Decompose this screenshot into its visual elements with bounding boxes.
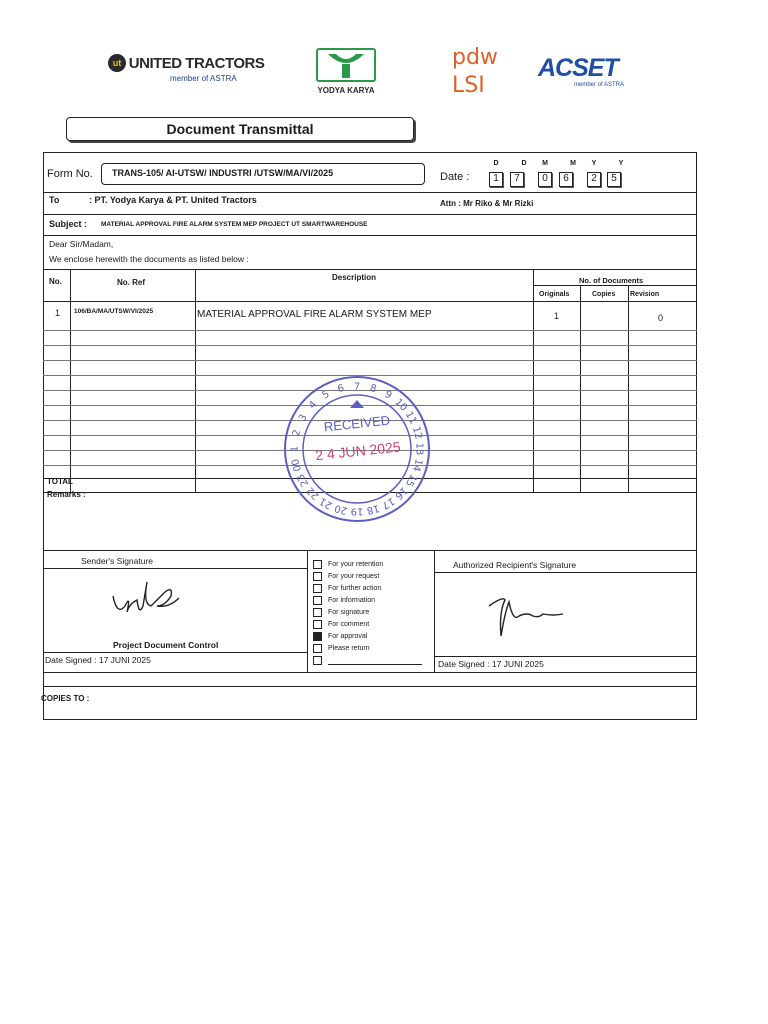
row-1-originals: 1 — [554, 311, 560, 321]
form-no-value: TRANS-105/ AI-UTSW/ INDUSTRI /UTSW/MA/VI/2025 — [101, 163, 425, 185]
checkbox-comment-label: For comment — [328, 621, 370, 628]
col-no: No. — [49, 277, 62, 286]
stamp-number: 18 — [365, 501, 381, 516]
copies-line — [43, 686, 697, 687]
checkbox-further-action[interactable] — [313, 584, 322, 593]
checkbox-retention-label: For your retention — [328, 561, 384, 568]
checkbox-signature[interactable] — [313, 608, 322, 617]
col-revision: Revision — [630, 291, 660, 298]
to-value: : PT. Yodya Karya & PT. United Tractors — [89, 195, 257, 205]
divider — [43, 235, 697, 236]
to-label: To — [49, 195, 60, 205]
sig-bottom-line — [43, 672, 697, 673]
divider — [43, 214, 697, 215]
yodya-karya-icon — [316, 48, 376, 82]
sig-head-line — [434, 572, 697, 573]
logo-bar — [0, 40, 768, 110]
sig-head-line — [43, 568, 307, 569]
checkbox-retention[interactable] — [313, 560, 322, 569]
date-label: Date : — [440, 171, 470, 183]
checkbox-other-line — [328, 664, 422, 665]
total-label: TOTAL — [47, 477, 73, 486]
row-1-no: 1 — [55, 308, 61, 318]
checkbox-information[interactable] — [313, 596, 322, 605]
ut-logo-icon: ut — [108, 54, 126, 72]
col-sep — [628, 285, 629, 493]
checkbox-approval[interactable] — [313, 632, 322, 641]
row-1-revision: 0 — [658, 313, 664, 323]
checkbox-approval-label: For approval — [328, 633, 368, 640]
checkbox-information-label: For information — [328, 597, 376, 604]
table-top — [43, 269, 697, 270]
sender-date: Date Signed : 17 JUNI 2025 — [45, 655, 151, 665]
stamp-arrow-icon — [350, 400, 364, 408]
checkbox-signature-label: For signature — [328, 609, 370, 616]
form-border-bottom — [43, 719, 697, 720]
sig-top-line — [43, 550, 697, 551]
col-description: Description — [332, 273, 377, 282]
checkbox-other[interactable] — [313, 656, 322, 665]
stamp-number: 6 — [336, 382, 346, 396]
received-stamp — [282, 374, 432, 524]
checkbox-return[interactable] — [313, 644, 322, 653]
date-digit-6: 5 — [607, 172, 621, 187]
date-digit-4: 6 — [559, 172, 573, 187]
stamp-number: 1 — [289, 445, 301, 453]
sig-col-sep — [307, 550, 308, 672]
stamp-number: 11 — [402, 409, 419, 427]
date-head-y2: Y — [618, 160, 624, 167]
stamp-number: 15 — [402, 471, 419, 489]
date-head-d2: D — [521, 160, 527, 167]
stamp-number: 2 — [290, 428, 304, 438]
col-originals: Originals — [539, 291, 570, 298]
row-line — [43, 345, 697, 346]
sig-date-line — [43, 652, 307, 653]
stamp-number: 12 — [409, 425, 424, 441]
stamp-received-text: RECEIVED — [323, 412, 391, 435]
stamp-number: 19 — [350, 505, 364, 517]
subject-value: MATERIAL APPROVAL FIRE ALARM SYSTEM MEP PROJECT UT SMARTWAREHOUSE — [101, 221, 368, 228]
stamp-number: 13 — [413, 442, 425, 456]
col-sep — [580, 285, 581, 493]
dear-text: Dear Sir/Madam, — [49, 239, 114, 249]
checkbox-request-label: For your request — [328, 573, 380, 580]
sender-signature-icon — [107, 576, 187, 622]
stamp-number: 9 — [382, 388, 394, 402]
sender-signature-label: Sender's Signature — [81, 556, 154, 566]
stamp-number: 21 — [317, 494, 335, 511]
checkbox-return-label: Please return — [328, 645, 370, 652]
subject-label: Subject : — [49, 219, 88, 229]
pdw-lsi-logo — [452, 44, 498, 100]
acset-logo: ACSET — [538, 54, 618, 82]
table-subhead-line — [533, 285, 697, 286]
date-digit-3: 0 — [538, 172, 552, 187]
checkbox-comment[interactable] — [313, 620, 322, 629]
ut-logo-sub: member of ASTRA — [170, 74, 237, 83]
stamp-number: 16 — [392, 484, 410, 502]
recipient-signature-icon — [483, 592, 583, 638]
row-1-description: MATERIAL APPROVAL FIRE ALARM SYSTEM MEP — [197, 309, 432, 320]
stamp-number: 00 — [290, 457, 305, 473]
stamp-number: 3 — [296, 412, 310, 424]
row-line — [43, 360, 697, 361]
col-sep — [70, 269, 71, 493]
lsi-label: LSI — [452, 73, 485, 98]
recipient-date: Date Signed : 17 JUNI 2025 — [438, 659, 544, 669]
enclose-text: We enclose herewith the documents as listed below : — [49, 254, 249, 264]
col-sep — [195, 269, 196, 493]
stamp-number: 23 — [295, 471, 312, 489]
stamp-number: 7 — [353, 381, 361, 393]
stamp-number: 17 — [379, 494, 397, 511]
remarks-label: Remarks : — [47, 490, 86, 499]
stamp-number: 22 — [304, 484, 322, 502]
acset-logo-sub: member of ASTRA — [574, 82, 625, 88]
date-digit-2: 7 — [510, 172, 524, 187]
col-copies: Copies — [592, 291, 616, 298]
stamp-number: 10 — [392, 396, 410, 414]
ut-logo-name: UNITED TRACTORS — [128, 54, 265, 72]
col-ref: No. Ref — [117, 278, 145, 287]
pdw-label: pdw — [452, 45, 498, 70]
row-line — [43, 330, 697, 331]
divider — [43, 192, 697, 193]
recipient-signature-label: Authorized Recipient's Signature — [453, 560, 577, 570]
stamp-number: 14 — [409, 457, 424, 473]
form-border-left — [43, 152, 44, 720]
attn-value: Attn : Mr Riko & Mr Rizki — [440, 199, 534, 208]
date-head-m2: M — [570, 160, 576, 167]
col-no-of-docs: No. of Documents — [579, 276, 644, 285]
yodya-karya-label: YODYA KARYA — [317, 86, 375, 95]
stamp-number: 5 — [320, 388, 332, 402]
table-head-bottom — [43, 301, 697, 302]
stamp-date-text: 2 4 JUN 2025 — [314, 438, 402, 464]
form-no-label: Form No. — [47, 168, 93, 180]
document-title: Document Transmittal — [66, 117, 414, 141]
date-head-d1: D — [493, 160, 499, 167]
copies-to-label: COPIES TO : — [41, 694, 90, 703]
sender-role: Project Document Control — [113, 640, 219, 650]
date-digit-1: 1 — [489, 172, 503, 187]
sig-date-line — [434, 656, 697, 657]
yodya-karya-logo — [316, 48, 376, 95]
stamp-number: 8 — [368, 382, 378, 396]
united-tractors-logo — [108, 54, 265, 83]
date-head-m1: M — [542, 160, 548, 167]
stamp-number: 4 — [307, 399, 320, 412]
date-head-y1: Y — [591, 160, 597, 167]
row-1-ref: 106/BA/MA/UTSW/VI/2025 — [74, 308, 154, 315]
date-digit-5: 2 — [587, 172, 601, 187]
sig-col-sep — [434, 550, 435, 672]
checkbox-request[interactable] — [313, 572, 322, 581]
form-border-top — [43, 152, 697, 153]
stamp-number: 20 — [333, 501, 349, 516]
col-sep — [533, 269, 534, 493]
checkbox-further-action-label: For further action — [328, 585, 382, 592]
form-border-right — [696, 152, 697, 720]
